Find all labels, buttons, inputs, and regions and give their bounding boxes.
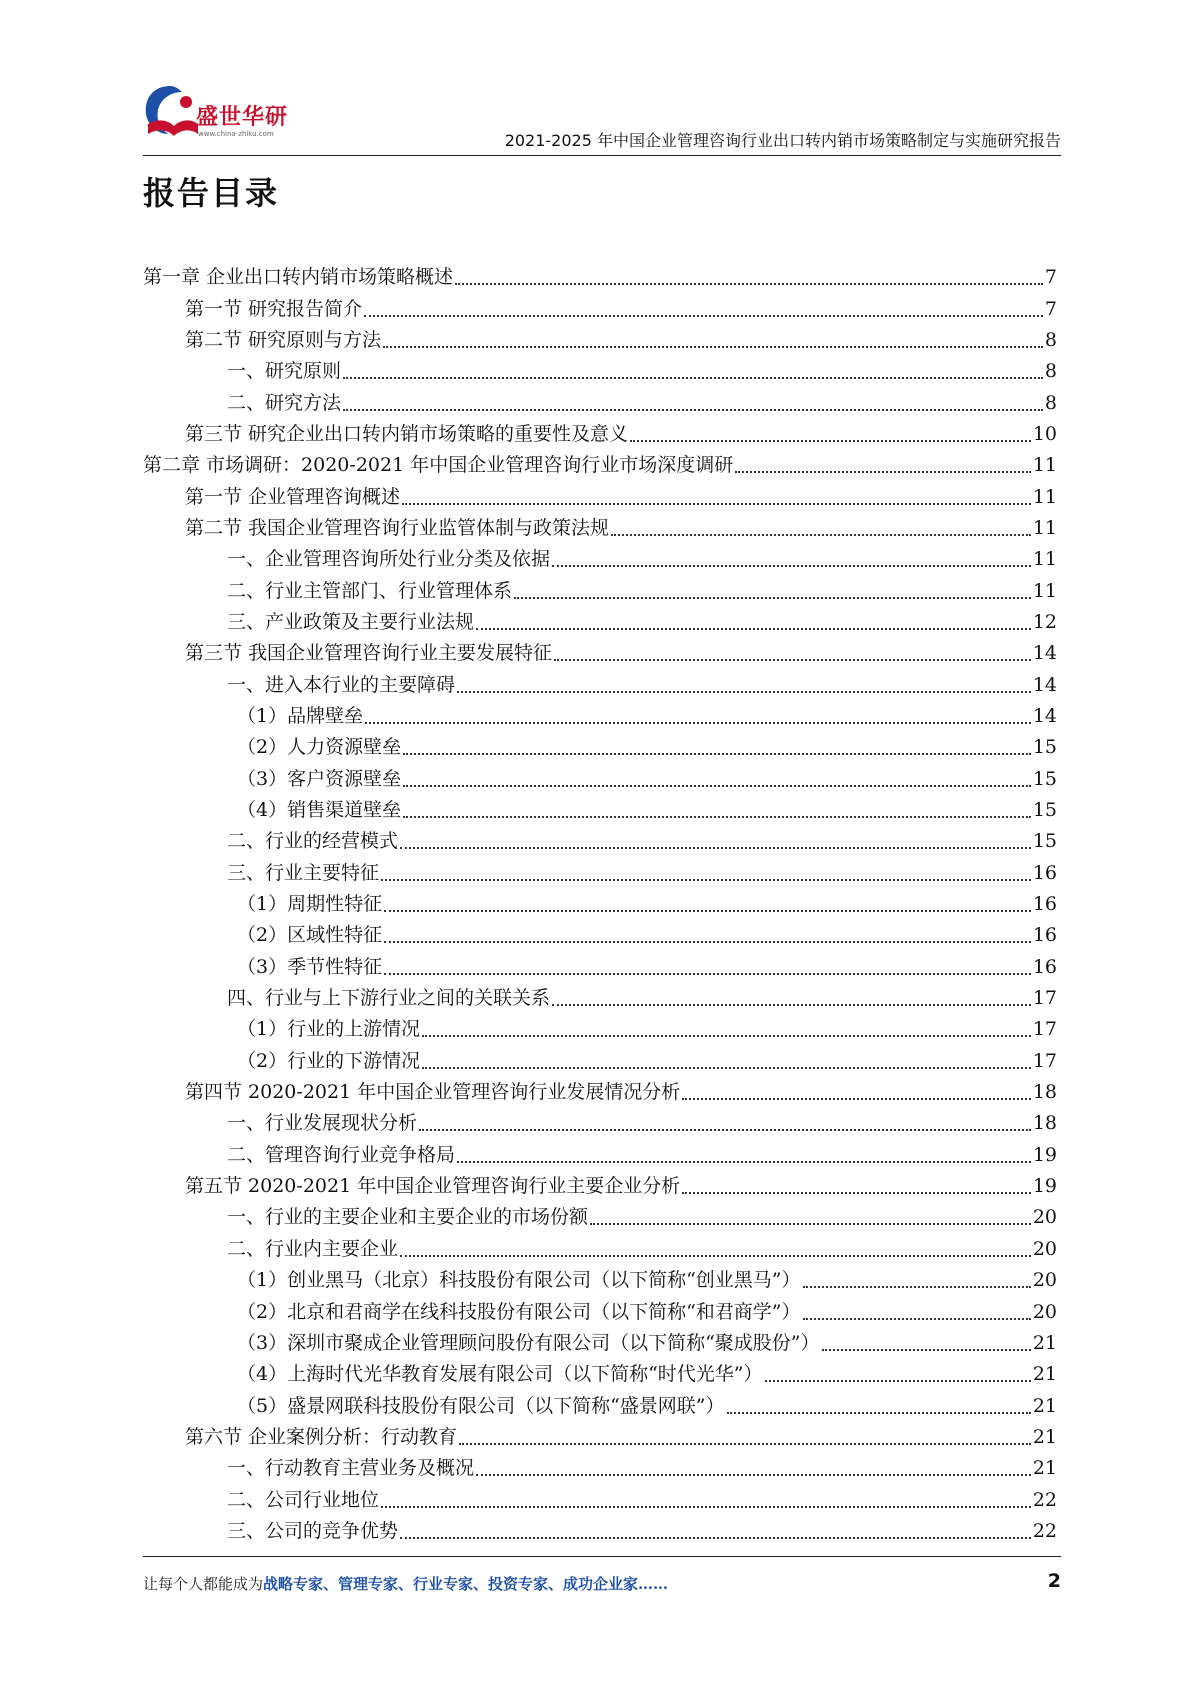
toc-entry[interactable] <box>143 1296 1057 1327</box>
toc-entry-page: 20 <box>1032 1237 1057 1260</box>
toc-leader-dots <box>403 784 1031 787</box>
toc-entry-title: （2）北京和君商学在线科技股份有限公司（以下简称“和君商学”） <box>237 1300 801 1323</box>
toc-entry[interactable] <box>143 1171 1057 1202</box>
toc-entry-title: （4）销售渠道壁垒 <box>237 799 402 822</box>
toc-entry-title: （2）人力资源壁垒 <box>237 736 402 759</box>
toc-entry-title: 第三节 我国企业管理咨询行业主要发展特征 <box>185 642 553 665</box>
toc-entry-page: 12 <box>1032 610 1057 633</box>
toc-entry[interactable] <box>143 575 1057 606</box>
toc-entry[interactable] <box>143 513 1057 544</box>
toc-leader-dots <box>422 1034 1031 1037</box>
toc-entry-page: 16 <box>1032 861 1057 884</box>
toc-entry-title: 第五节 2020-2021 年中国企业管理咨询行业主要企业分析 <box>185 1175 681 1198</box>
toc-entry[interactable] <box>143 1234 1057 1265</box>
toc-entry-page: 20 <box>1032 1300 1057 1323</box>
toc-entry-page: 8 <box>1044 360 1057 383</box>
toc-entry-page: 19 <box>1032 1143 1057 1166</box>
toc-entry-title: （2）行业的下游情况 <box>237 1049 421 1072</box>
toc-leader-dots <box>384 940 1031 943</box>
toc-entry-title: 一、行业发展现状分析 <box>227 1112 418 1135</box>
toc-entry-page: 21 <box>1032 1331 1057 1354</box>
table-of-contents <box>143 262 1057 1547</box>
toc-entry-title: （4）上海时代光华教育发展有限公司（以下简称“时代光华”） <box>237 1363 763 1386</box>
toc-entry[interactable] <box>143 1359 1057 1390</box>
toc-entry-title: 二、管理咨询行业竞争格局 <box>227 1143 456 1166</box>
toc-leader-dots <box>552 564 1031 567</box>
toc-leader-dots <box>343 408 1043 411</box>
toc-leader-dots <box>343 376 1043 379</box>
footer-divider <box>143 1556 1061 1557</box>
toc-leader-dots <box>457 690 1031 693</box>
toc-leader-dots <box>682 1097 1031 1100</box>
toc-entry-page: 17 <box>1032 1018 1057 1041</box>
toc-entry[interactable] <box>143 1014 1057 1045</box>
toc-leader-dots <box>403 752 1031 755</box>
toc-entry-title: （3）季节性特征 <box>237 955 383 978</box>
toc-entry[interactable] <box>143 889 1057 920</box>
toc-entry[interactable] <box>143 607 1057 638</box>
toc-entry-page: 20 <box>1032 1206 1057 1229</box>
toc-entry-page: 8 <box>1044 391 1057 414</box>
logo-name: 盛世华研 <box>196 105 289 130</box>
toc-entry[interactable] <box>143 544 1057 575</box>
toc-entry[interactable] <box>143 1484 1057 1515</box>
toc-entry[interactable] <box>143 387 1057 418</box>
toc-entry[interactable] <box>143 1328 1057 1359</box>
slogan-prefix: 让每个人都能成为 <box>143 1575 264 1593</box>
toc-entry[interactable] <box>143 262 1057 293</box>
toc-entry[interactable] <box>143 732 1057 763</box>
toc-entry[interactable] <box>143 1077 1057 1108</box>
toc-entry-page: 7 <box>1044 266 1057 289</box>
toc-entry-title: 第三节 研究企业出口转内销市场策略的重要性及意义 <box>185 422 629 445</box>
toc-entry-page: 19 <box>1032 1175 1057 1198</box>
toc-entry-page: 16 <box>1032 924 1057 947</box>
toc-leader-dots <box>682 1191 1031 1194</box>
toc-entry-title: 三、公司的竞争优势 <box>227 1519 399 1542</box>
toc-entry[interactable] <box>143 1140 1057 1171</box>
toc-leader-dots <box>735 470 1031 473</box>
toc-entry-page: 20 <box>1032 1269 1057 1292</box>
toc-leader-dots <box>727 1411 1031 1414</box>
slogan-highlight: 战略专家、管理专家、行业专家、投资专家、成功企业家…… <box>263 1575 669 1593</box>
toc-entry[interactable] <box>143 450 1057 481</box>
brand-logo <box>140 80 310 146</box>
toc-leader-dots <box>459 1442 1031 1445</box>
toc-entry-page: 14 <box>1032 704 1057 727</box>
toc-entry-title: 一、行业的主要企业和主要企业的市场份额 <box>227 1206 589 1229</box>
toc-leader-dots <box>822 1348 1031 1351</box>
toc-entry-page: 16 <box>1032 893 1057 916</box>
toc-leader-dots <box>402 502 1031 505</box>
toc-entry[interactable] <box>143 826 1057 857</box>
toc-entry-page: 15 <box>1032 830 1057 853</box>
toc-entry-title: （1）品牌壁垒 <box>237 704 364 727</box>
toc-entry-page: 11 <box>1032 454 1057 477</box>
toc-entry-page: 17 <box>1032 1049 1057 1072</box>
toc-entry-title: 二、行业的经营模式 <box>227 830 399 853</box>
toc-entry-title: 二、行业主管部门、行业管理体系 <box>227 579 513 602</box>
toc-entry-page: 18 <box>1032 1112 1057 1135</box>
toc-leader-dots <box>400 1536 1031 1539</box>
toc-entry[interactable] <box>143 764 1057 795</box>
toc-entry-title: （2）区域性特征 <box>237 924 383 947</box>
toc-entry-page: 14 <box>1032 642 1057 665</box>
toc-leader-dots <box>400 846 1031 849</box>
toc-entry-title: （1）周期性特征 <box>237 893 383 916</box>
toc-leader-dots <box>455 282 1043 285</box>
toc-leader-dots <box>422 1066 1031 1069</box>
toc-leader-dots <box>381 878 1031 881</box>
toc-entry[interactable] <box>143 356 1057 387</box>
toc-entry[interactable] <box>143 669 1057 700</box>
header-divider <box>143 155 1061 156</box>
toc-entry-title: 第一节 研究报告简介 <box>185 297 363 320</box>
toc-leader-dots <box>383 345 1043 348</box>
toc-entry[interactable] <box>143 1390 1057 1421</box>
toc-leader-dots <box>365 721 1031 724</box>
toc-entry-title: 第一章 企业出口转内销市场策略概述 <box>143 266 454 289</box>
toc-entry-page: 8 <box>1044 328 1057 351</box>
toc-leader-dots <box>554 658 1031 661</box>
toc-leader-dots <box>803 1317 1031 1320</box>
toc-entry-title: 一、企业管理咨询所处行业分类及依据 <box>227 548 551 571</box>
toc-entry-title: 四、行业与上下游行业之间的关联关系 <box>227 987 551 1010</box>
toc-entry-page: 15 <box>1032 799 1057 822</box>
toc-leader-dots <box>514 596 1031 599</box>
toc-entry-title: 第一节 企业管理咨询概述 <box>185 485 401 508</box>
toc-entry-title: （3）深圳市聚成企业管理顾问股份有限公司（以下简称“聚成股份”） <box>237 1331 820 1354</box>
toc-entry[interactable] <box>143 1108 1057 1139</box>
toc-entry[interactable] <box>143 481 1057 512</box>
toc-leader-dots <box>590 1222 1031 1225</box>
toc-entry-page: 11 <box>1032 485 1057 508</box>
toc-entry-page: 11 <box>1032 548 1057 571</box>
toc-entry[interactable] <box>143 983 1057 1014</box>
toc-entry-title: 二、行业内主要企业 <box>227 1237 399 1260</box>
toc-entry[interactable] <box>143 920 1057 951</box>
toc-entry-title: 三、行业主要特征 <box>227 861 380 884</box>
toc-leader-dots <box>457 1160 1031 1163</box>
footer-slogan <box>143 1573 668 1594</box>
toc-entry-page: 17 <box>1032 987 1057 1010</box>
toc-leader-dots <box>476 627 1031 630</box>
toc-entry[interactable] <box>143 638 1057 669</box>
toc-entry[interactable] <box>143 1453 1057 1484</box>
toc-entry-title: 二、研究方法 <box>227 391 342 414</box>
toc-entry-page: 22 <box>1032 1519 1057 1542</box>
toc-entry-page: 21 <box>1032 1457 1057 1480</box>
toc-entry-title: 第二节 我国企业管理咨询行业监管体制与政策法规 <box>185 516 610 539</box>
toc-entry-title: 一、行动教育主营业务及概况 <box>227 1457 475 1480</box>
toc-entry-title: 第二章 市场调研：2020-2021 年中国企业管理咨询行业市场深度调研 <box>143 454 734 477</box>
toc-entry[interactable] <box>143 795 1057 826</box>
toc-leader-dots <box>476 1473 1031 1476</box>
toc-entry-title: （1）创业黑马（北京）科技股份有限公司（以下简称“创业黑马”） <box>237 1269 801 1292</box>
toc-entry-title: 第二节 研究原则与方法 <box>185 328 382 351</box>
book-swoosh-icon <box>140 80 200 142</box>
logo-url: www.china-zhiku.com <box>198 130 274 138</box>
toc-entry-title: 二、公司行业地位 <box>227 1488 380 1511</box>
toc-entry[interactable] <box>143 293 1057 324</box>
toc-entry-title: （1）行业的上游情况 <box>237 1018 421 1041</box>
document-title: 2021-2025 年中国企业管理咨询行业出口转内销市场策略制定与实施研究报告 <box>504 131 1061 150</box>
toc-entry-title: 第六节 企业案例分析：行动教育 <box>185 1425 458 1448</box>
toc-entry[interactable] <box>143 1422 1057 1453</box>
toc-entry-page: 21 <box>1032 1363 1057 1386</box>
toc-entry-page: 21 <box>1032 1394 1057 1417</box>
toc-leader-dots <box>630 439 1031 442</box>
toc-entry-page: 15 <box>1032 767 1057 790</box>
toc-entry[interactable] <box>143 1265 1057 1296</box>
toc-entry-title: 一、研究原则 <box>227 360 342 383</box>
toc-leader-dots <box>403 815 1031 818</box>
toc-entry[interactable] <box>143 325 1057 356</box>
toc-entry[interactable] <box>143 701 1057 732</box>
toc-entry-page: 22 <box>1032 1488 1057 1511</box>
toc-entry-page: 14 <box>1032 673 1057 696</box>
toc-leader-dots <box>765 1379 1031 1382</box>
toc-entry[interactable] <box>143 858 1057 889</box>
toc-entry-title: 第四节 2020-2021 年中国企业管理咨询行业发展情况分析 <box>185 1081 681 1104</box>
toc-entry-page: 16 <box>1032 955 1057 978</box>
toc-entry-title: （3）客户资源壁垒 <box>237 767 402 790</box>
toc-entry[interactable] <box>143 419 1057 450</box>
toc-entry[interactable] <box>143 1516 1057 1547</box>
toc-leader-dots <box>364 314 1043 317</box>
toc-leader-dots <box>384 972 1031 975</box>
toc-entry-page: 18 <box>1032 1081 1057 1104</box>
toc-leader-dots <box>552 1003 1031 1006</box>
toc-leader-dots <box>384 909 1031 912</box>
toc-entry-title: 一、进入本行业的主要障碍 <box>227 673 456 696</box>
toc-entry-title: （5）盛景网联科技股份有限公司（以下简称“盛景网联”） <box>237 1394 725 1417</box>
page-number: 2 <box>1047 1570 1061 1592</box>
toc-entry-page: 15 <box>1032 736 1057 759</box>
toc-entry-page: 11 <box>1032 516 1057 539</box>
toc-entry-page: 21 <box>1032 1425 1057 1448</box>
toc-entry[interactable] <box>143 952 1057 983</box>
toc-entry-title: 三、产业政策及主要行业法规 <box>227 610 475 633</box>
toc-leader-dots <box>381 1505 1031 1508</box>
toc-leader-dots <box>400 1254 1031 1257</box>
page-title: 报告目录 <box>143 174 280 212</box>
toc-entry-page: 7 <box>1044 297 1057 320</box>
toc-leader-dots <box>803 1285 1031 1288</box>
toc-entry-page: 10 <box>1032 422 1057 445</box>
toc-leader-dots <box>419 1128 1031 1131</box>
toc-entry[interactable] <box>143 1202 1057 1233</box>
toc-leader-dots <box>611 533 1031 536</box>
toc-entry-page: 11 <box>1032 579 1057 602</box>
toc-entry[interactable] <box>143 1046 1057 1077</box>
